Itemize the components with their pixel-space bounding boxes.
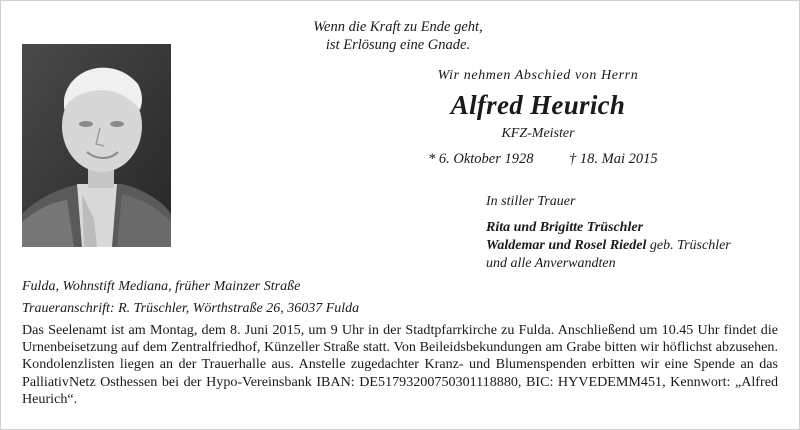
death-date: † 18. Mai 2015 [569, 151, 658, 167]
quote-line-2: ist Erlösung eine Gnade. [325, 37, 471, 53]
opening-quote [240, 18, 556, 54]
mourning-address: Traueranschrift: R. Trüschler, Wörthstraße 26, 36037 Fulda [22, 301, 360, 316]
funeral-details-paragraph: Das Seelenamt ist am Montag, dem 8. Juni 2015, um 9 Uhr in der Stadtpfarrkirche zu Fulda. Anschließend um 10.45 Uhr findet die Urnenbeisetzung auf dem Zentralfriedhof, Künzeller Straße statt. Von Beileidsbekundungen am Grabe bitten wir höflichst abzusehen. Kondolenzlisten liegen an der Trauerhalle aus. Anstelle zugedachter Kranz- und Blumenspenden erbitten wir eine Spende an das PalliativNetz Osthessen bei der Hypo-Vereinsbank IBAN: DE51793200750301118880, BIC: HYVEDEMM451, Kennwort: „Alfred Heurich“. [22, 322, 778, 407]
portrait-photo [22, 44, 171, 247]
birth-date: * 6. Oktober 1928 [428, 151, 534, 167]
residence-line: Fulda, Wohnstift Mediana, früher Mainzer Straße [22, 279, 301, 294]
mourner-line-1: Rita und Brigitte Trüschler [486, 220, 644, 235]
mourner-line-2: Waldemar und Rosel Riedel geb. Trüschler [486, 238, 731, 253]
deceased-name: Alfred Heurich [450, 90, 626, 120]
quote-line-1: Wenn die Kraft zu Ende geht, [313, 19, 483, 35]
mourners-list [486, 219, 731, 273]
mourning-intro: In stiller Trauer [486, 194, 576, 209]
deceased-title: KFZ-Meister [501, 126, 575, 141]
farewell-line: Wir nehmen Abschied von Herrn [437, 68, 639, 83]
mourner-line-3: und alle Anverwandten [486, 256, 616, 271]
address-block [22, 276, 359, 320]
